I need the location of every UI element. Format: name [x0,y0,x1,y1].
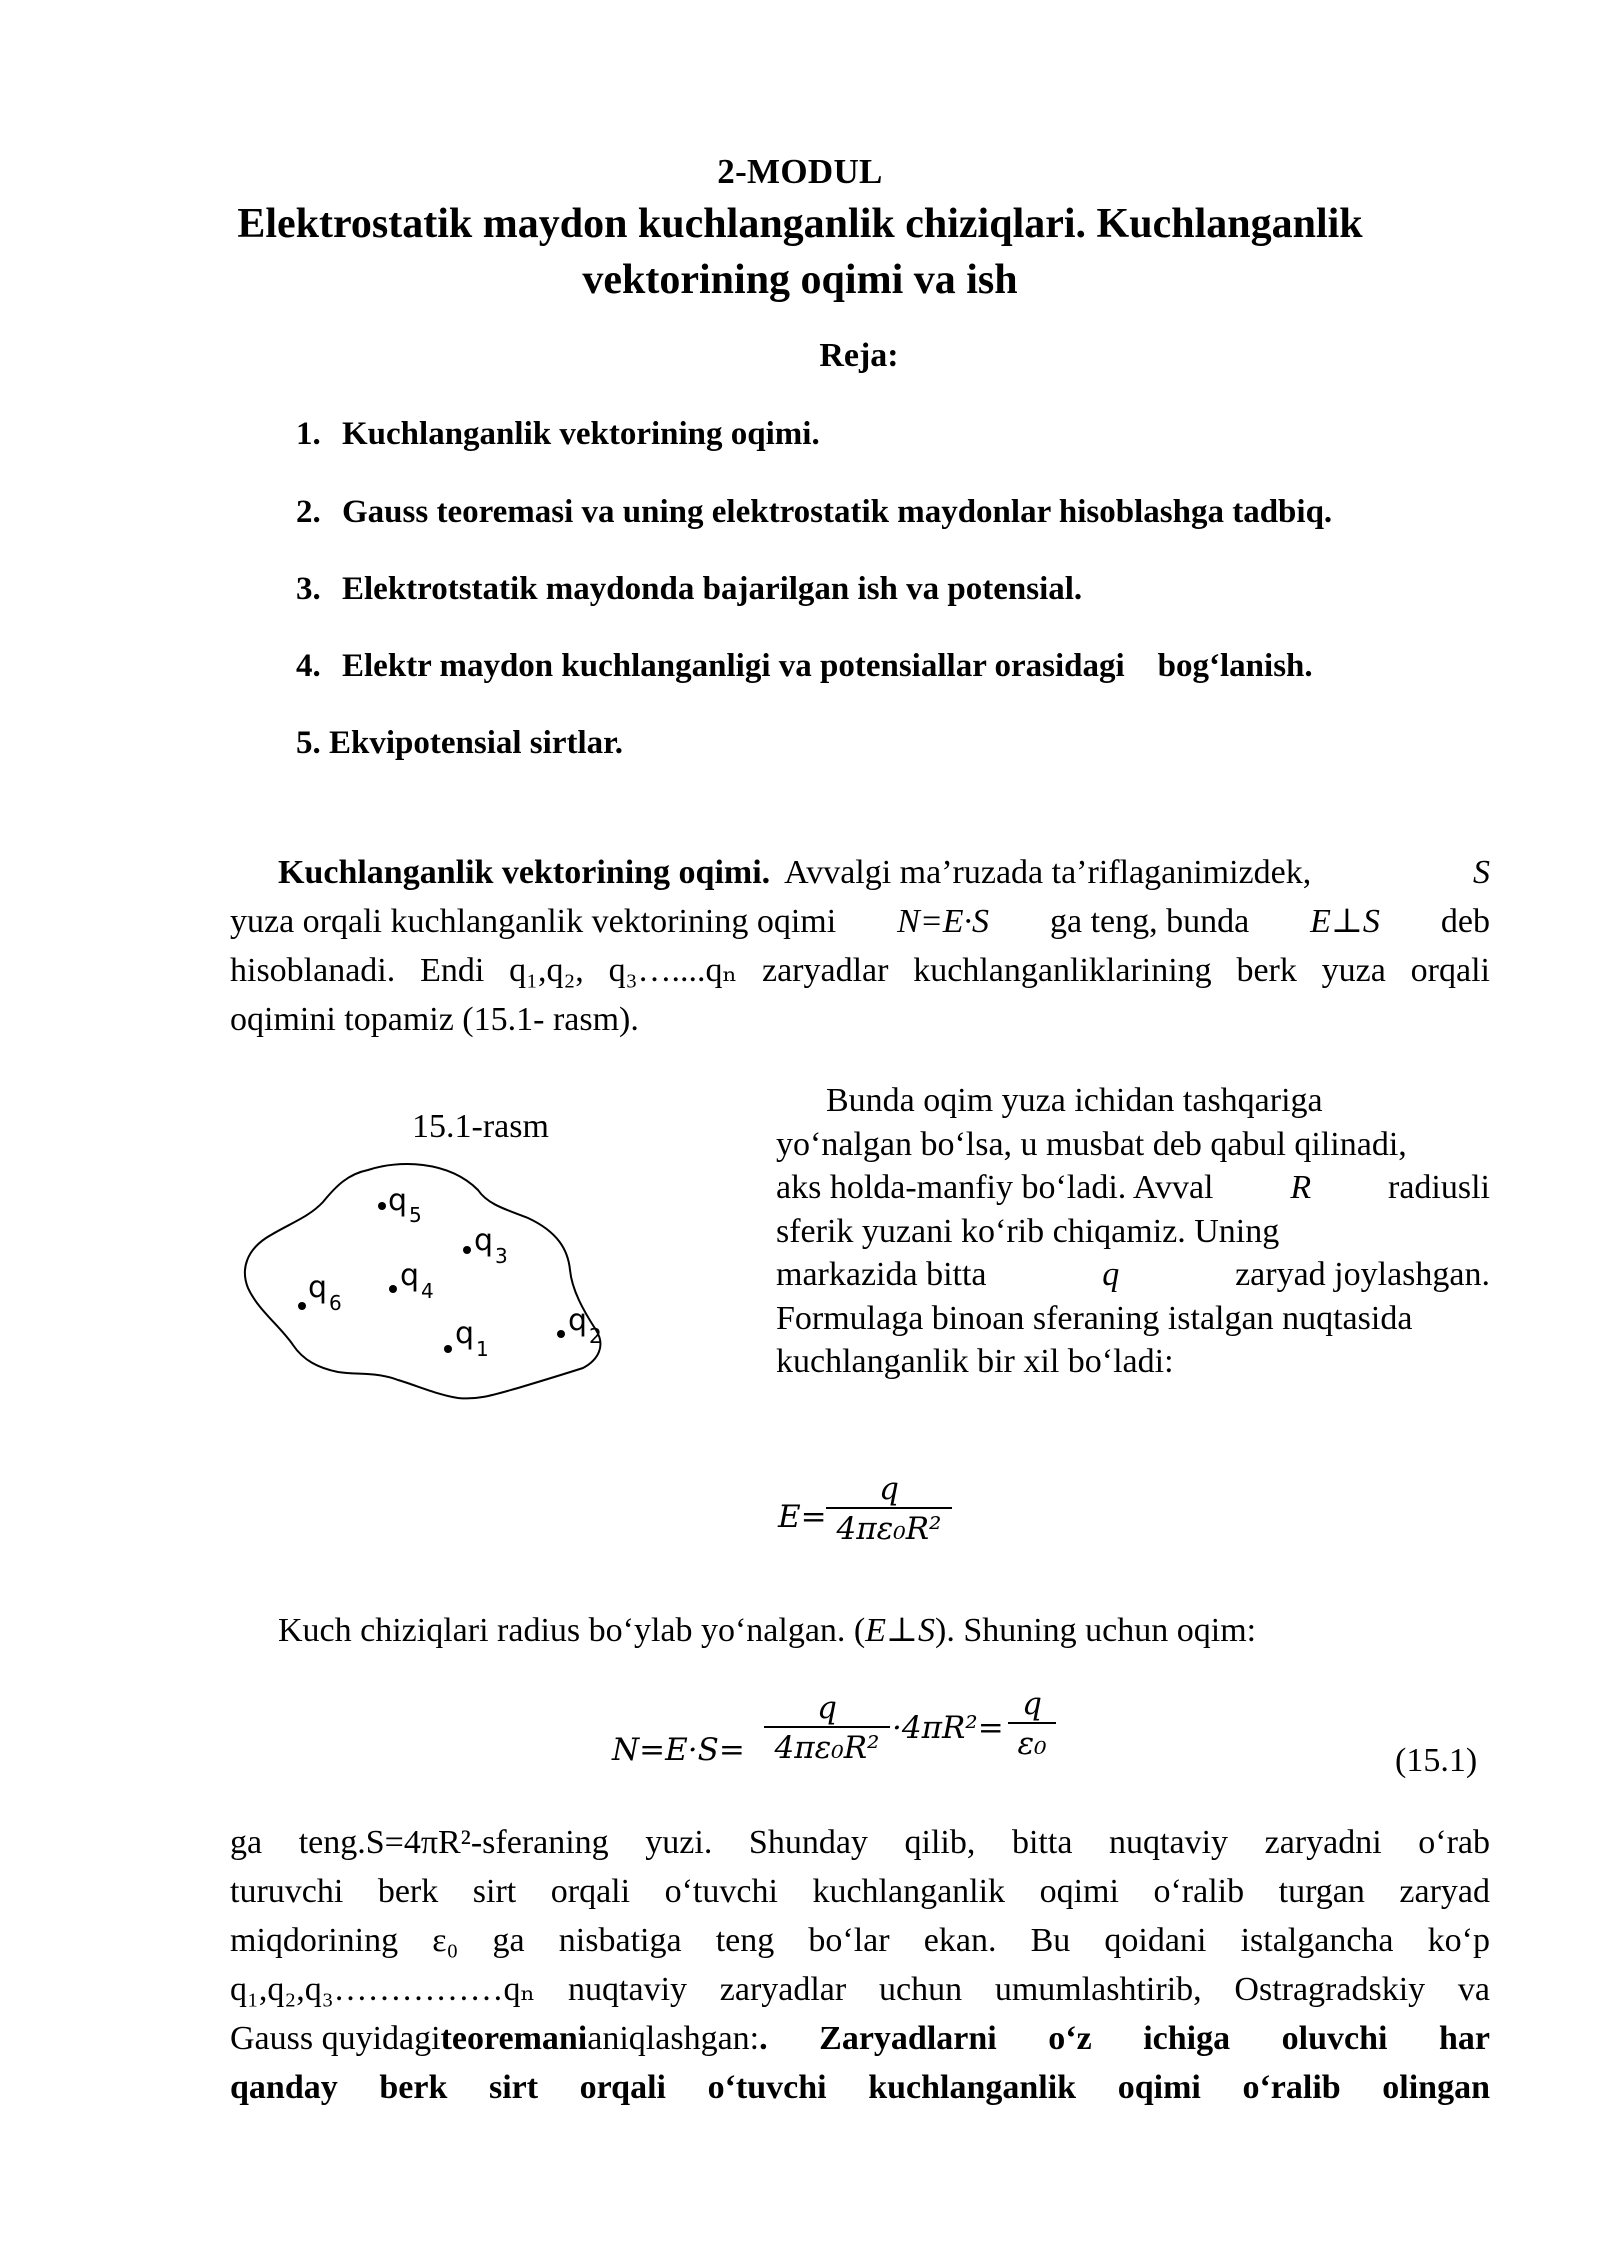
svg-text:q: q [388,1183,408,1218]
text-line: oqimini topamiz (15.1- rasm). [230,1001,639,1038]
plan-item-number: 5. [296,725,321,761]
text-line: hisoblanadi. Endi q₁,q₂, q₃…....qₙ zaryadlar kuchlanganliklarining berk yuza orqali [230,952,1490,989]
figure-caption: 15.1-rasm [412,1108,549,1145]
svg-text:q: q [474,1223,494,1258]
charge-q4 [389,1258,434,1303]
text-fragment: ga teng, bunda [1050,903,1250,940]
plan-item-4 [296,648,1313,685]
inline-formula: N=E·S [897,903,990,940]
plan-item-text: Gauss teoremasi va uning elektrostatik maydonlar hisoblashga tadbiq. [342,494,1333,530]
text-fragment: markazida bitta [776,1256,987,1293]
text-line [776,1079,1490,1123]
text-fragment: zaryad joylashgan. [1235,1256,1490,1293]
plan-item-number: 1. [296,416,321,452]
text-line: turuvchi berk sirt orqali o‘tuvchi kuchlanganlik oqimi o‘ralib turgan zaryad [230,1873,1490,1910]
charges-surface-figure [238,1150,618,1410]
text-line: q₁,q₂,q₃……………qₙ nuqtaviy zaryadlar uchun umumlashtirib, Ostragradskiy va [230,1971,1490,2008]
plan-item-number: 4. [296,648,321,684]
title-line-1: Elektrostatik maydon kuchlanganlik chiziqlari. Kuchlanganlik [237,201,1363,247]
text-line [776,1253,1490,1297]
text-fragment: aks holda-manfiy bo‘ladi. Avval [776,1169,1214,1206]
closing-paragraph [230,1818,1490,2112]
text-line: yo‘nalgan bo‘lsa, u musbat deb qabul qilinadi, [776,1125,1407,1163]
plan-item-1 [296,416,820,453]
svg-text:4: 4 [421,1279,434,1303]
plan-item-3 [296,571,1082,608]
fraction [764,1690,890,1766]
plan-item-number: 2. [296,494,321,530]
svg-text:1: 1 [476,1337,489,1361]
formula-field-strength [778,1471,998,1575]
section-lead: Kuchlanganlik vektorining oqimi. [278,854,771,891]
title-line-2: vektorining oqimi va ish [582,257,1018,303]
side-paragraph [776,1079,1490,1384]
symbol-S: S [1473,854,1490,891]
text-line [230,848,1490,897]
symbol-R: R [1290,1169,1312,1206]
text-line [776,1166,1490,1210]
fraction-numerator: q [817,1690,837,1726]
formula-middle: ·4πR²= [892,1710,1004,1746]
bold-statement: . Zaryadlarni o‘z ichiga oluvchi har [759,2020,1490,2057]
plan-label: Reja: [819,337,899,374]
fraction-denominator: 4πε₀R² [826,1507,952,1547]
symbol-q: q [1102,1256,1120,1293]
svg-text:q: q [455,1316,475,1351]
text-line: Formulaga binoan sferaning istalgan nuqtasida [776,1299,1413,1337]
svg-text:q: q [308,1270,328,1305]
text-fragment: deb [1440,903,1490,940]
svg-text:6: 6 [329,1291,342,1315]
text-fragment: Bunda oqim yuza ichidan tashqariga [826,1082,1323,1119]
charge-q5 [378,1183,422,1227]
text-line: sferik yuzani ko‘rib chiqamiz. Uning [776,1212,1280,1250]
svg-text:5: 5 [409,1203,422,1227]
plan-item-text: Ekvipotensial sirtlar. [329,725,623,761]
page-title [0,196,1600,308]
text-fragment: radiusli [1388,1169,1490,1206]
text-line [230,897,1490,946]
text-line: kuchlanganlik bir xil bo‘ladi: [776,1343,1174,1380]
text-line: ga teng.S=4πR²-sferaning yuzi. Shunday qilib, bitta nuqtaviy zaryadni o‘rab [230,1824,1490,1861]
plan-item-text: Kuchlanganlik vektorining oqimi. [342,416,820,452]
fraction [826,1471,952,1547]
svg-text:3: 3 [495,1244,508,1268]
plan-item-5 [296,725,623,762]
fraction [1008,1686,1056,1762]
fraction-denominator: 4πε₀R² [764,1726,890,1766]
text-fragment: Kuch chiziqlari radius bo‘ylab yo‘nalgan. ( [278,1612,866,1649]
svg-text:2: 2 [589,1324,602,1348]
fraction-numerator: q [1022,1686,1042,1722]
svg-text:q: q [400,1258,420,1293]
charge-q1 [444,1316,489,1361]
text-line: miqdorining ε₀ ga nisbatiga teng bo‘lar ekan. Bu qoidani istalgancha ko‘p [230,1922,1490,1959]
svg-text:q: q [568,1303,588,1338]
equation-number: (15.1) [1395,1742,1478,1779]
bold-term: teoremani [440,2020,588,2057]
fraction-numerator: q [879,1471,899,1507]
text-line: qanday berk sirt orqali o‘tuvchi kuchlanganlik oqimi o‘ralib olingan [230,2069,1490,2106]
text-fragment: aniqlashgan: [587,2020,760,2057]
plan-item-number: 3. [296,571,321,607]
fraction-denominator: ε₀ [1008,1722,1056,1762]
plan-item-text: Elektr maydon kuchlanganligi va potensiallar orasidagi bog‘lanish. [342,648,1313,684]
formula-lhs: E= [778,1499,827,1535]
formula-lhs: N=E·S= [612,1732,745,1768]
field-lines-sentence [230,1606,1490,1655]
text-line [230,1606,1490,1655]
text-fragment: ). Shuning uchun oqim: [935,1612,1257,1649]
text-line [230,2014,1490,2063]
charge-q2 [557,1303,602,1348]
charge-q3 [463,1223,508,1268]
text-fragment: Avvalgi ma’ruzada ta’riflaganimizdek, [784,854,1312,891]
inline-condition: E⊥S [1310,903,1380,940]
plan-item-2 [296,494,1332,531]
charge-q6 [298,1270,342,1315]
intro-paragraph [230,848,1490,1044]
formula-flux [612,1680,1112,1790]
plan-item-text: Elektrotstatik maydonda bajarilgan ish va potensial. [342,571,1083,607]
text-fragment: yuza orqali kuchlanganlik vektorining oqimi [230,903,837,940]
module-heading: 2-MODUL [717,152,883,191]
inline-condition: E⊥S [865,1612,935,1649]
text-fragment: Gauss quyidagi [230,2020,441,2057]
